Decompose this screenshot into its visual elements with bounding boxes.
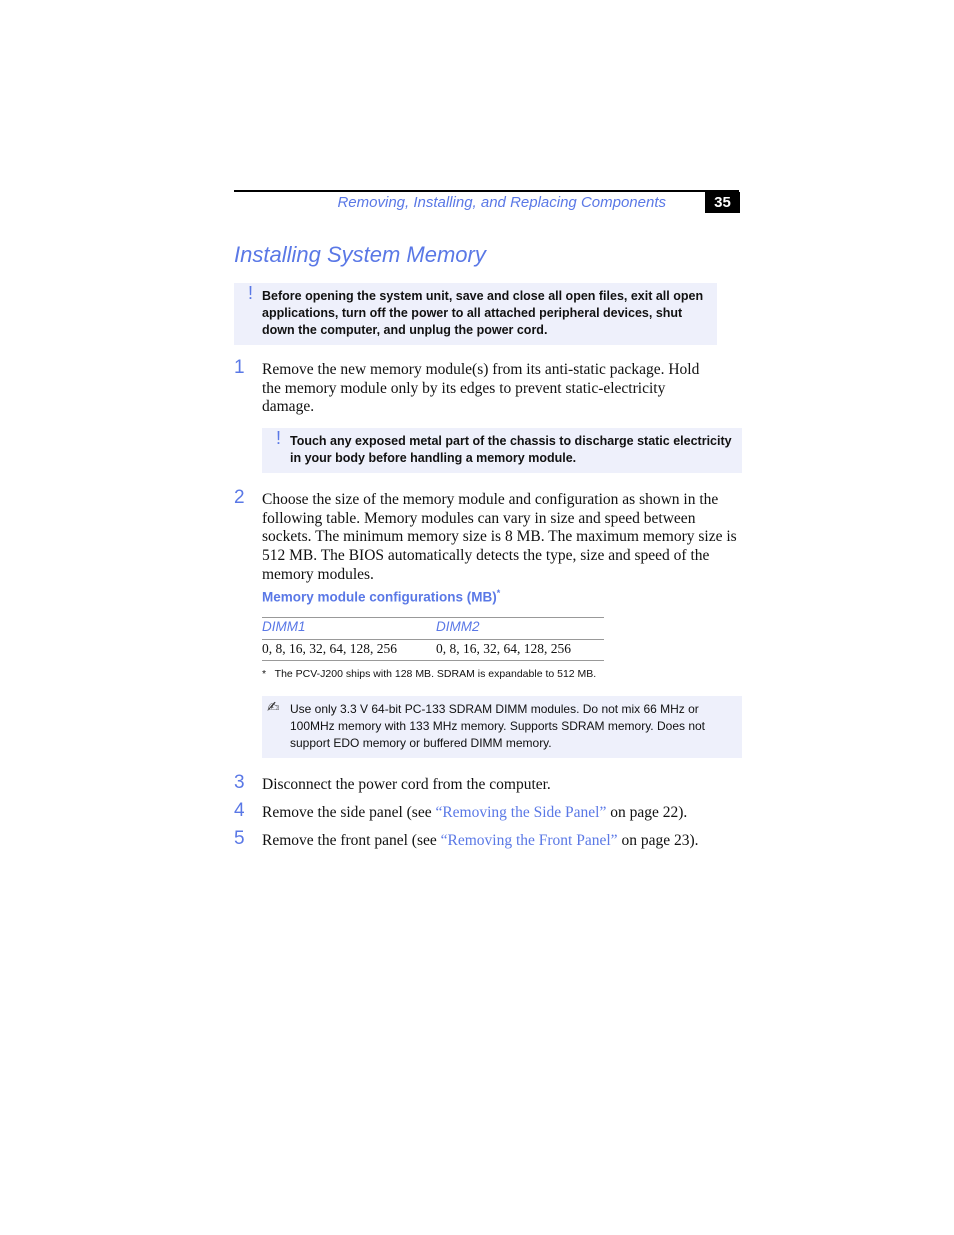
step-text: Remove the new memory module(s) from its anti-static package. Hold the memory module only by its edges to prevent static-electricity damage. (262, 361, 700, 416)
step-number: 2 (234, 487, 245, 508)
table-header-rule (262, 639, 604, 640)
page-number: 35 (705, 192, 740, 213)
link-removing-side-panel[interactable]: “Removing the Side Panel” (435, 804, 607, 821)
caution-text: Before opening the system unit, save and close all open files, exit all open applications, turn off the power to all attached peripheral devices, shut down the computer, and unplug the power cord. (262, 289, 704, 337)
caution-box (262, 428, 742, 473)
caution-icon: ! (276, 428, 282, 448)
step-number: 1 (234, 357, 245, 378)
step-number: 4 (234, 800, 245, 821)
step-text: Disconnect the power cord from the computer. (262, 776, 551, 793)
note-text: Use only 3.3 V 64-bit PC-133 SDRAM DIMM modules. Do not mix 66 MHz or 100MHz memory with 133 MHz memory. Supports SDRAM memory. Does not support EDO memory or buffered DIMM memory. (290, 702, 706, 750)
table-title (262, 588, 500, 605)
table-top-rule (262, 617, 604, 618)
footnote-text: The PCV-J200 ships with 128 MB. SDRAM is expandable to 512 MB. (274, 668, 597, 680)
table-cell: 0, 8, 16, 32, 64, 128, 256 (262, 641, 397, 656)
caution-icon: ! (248, 283, 254, 303)
section-title: Installing System Memory (234, 242, 486, 267)
table-title-text: Memory module configurations (MB) (262, 589, 497, 605)
step-text-after: on page 22). (606, 804, 688, 821)
footnote-mark: * (262, 668, 267, 680)
step-number: 5 (234, 828, 245, 849)
caution-text: Touch any exposed metal part of the chassis to discharge static electricity in your body before handling a memory module. (290, 434, 732, 465)
note-pen-icon: ✍ (267, 698, 280, 716)
note-box (262, 696, 742, 758)
step-text-before: Remove the front panel (see (262, 832, 441, 849)
table-footnote (262, 668, 596, 680)
table-title-footnote-mark: * (496, 588, 501, 598)
table-cell: 0, 8, 16, 32, 64, 128, 256 (436, 641, 571, 656)
step-text (262, 804, 752, 823)
step-text: Choose the size of the memory module and configuration as shown in the following table. Memory modules can vary in size and speed between sockets. The minimum memory size is 8 MB. The maximum memory size is 512 MB. The BIOS automatically detects the type, size and speed of the memory modules. (262, 491, 737, 583)
table-bottom-rule (262, 660, 604, 661)
running-head: Removing, Installing, and Replacing Components (337, 194, 666, 211)
step-number: 3 (234, 772, 245, 793)
caution-box (234, 283, 717, 345)
table-header-dimm1: DIMM1 (262, 619, 306, 634)
table-header-dimm2: DIMM2 (436, 619, 480, 634)
header-rule (234, 190, 739, 192)
step-text-after: on page 23). (617, 832, 699, 849)
link-removing-front-panel[interactable]: “Removing the Front Panel” (440, 832, 618, 849)
step-text (262, 832, 752, 851)
step-text-before: Remove the side panel (see (262, 804, 436, 821)
